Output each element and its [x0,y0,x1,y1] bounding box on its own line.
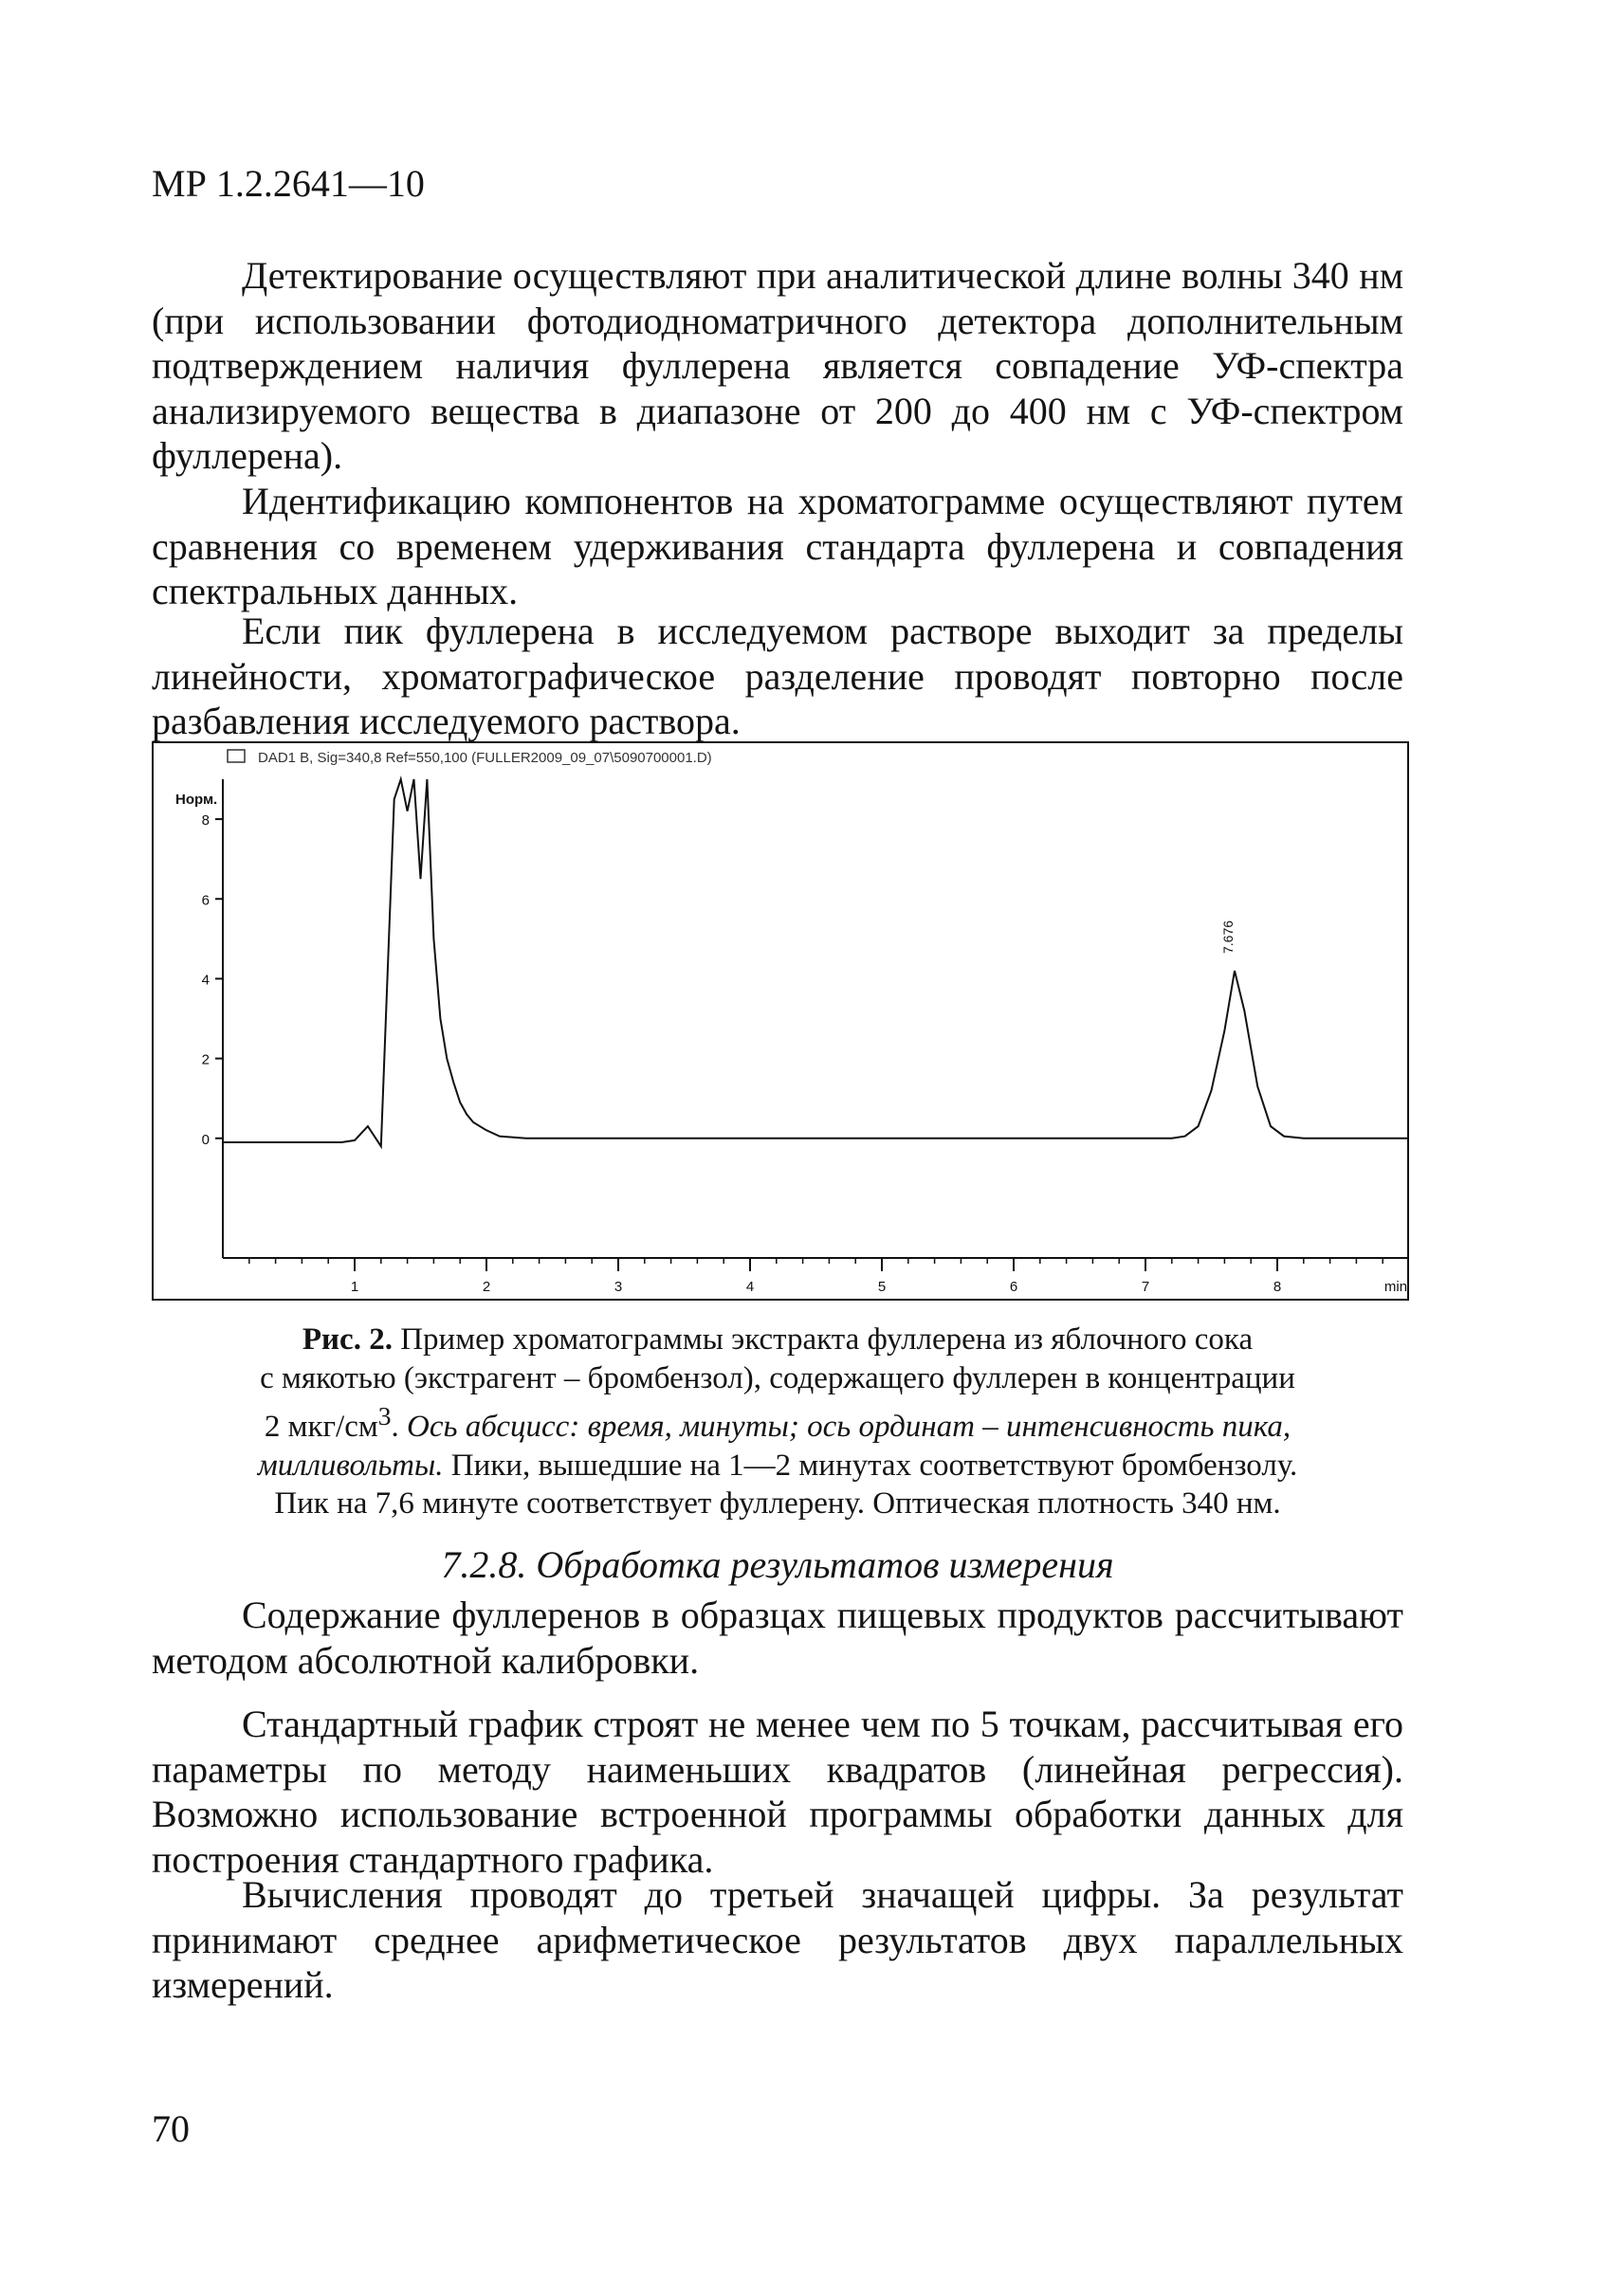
x-tick-label: 6 [1009,1279,1018,1295]
figure-caption [161,1321,1394,1523]
page-number: 70 [152,2107,190,2150]
paragraph-detection: Детектирование осуществляют при аналитической длине волны 340 нм (при использовании фотодиодноматричного детектора дополнительным подтверждением наличия фуллерена является совпадение УФ-спектра анализируемого вещества в диапазоне от 200 до 400 нм с УФ-спектром фуллерена). [152,254,1403,477]
x-tick-label: 3 [614,1279,623,1295]
paragraph-dilution: Если пик фуллерена в исследуемом растворе выходит за пределы линейности, хроматографическое разделение проводят повторно после разбавления исследуемого раствора. [152,610,1403,742]
x-tick-label: 2 [482,1279,491,1295]
caption-superscript: 3 [377,1401,392,1430]
chromatogram-chart [152,741,1409,1301]
caption-line-3-sep: . [391,1410,407,1444]
section-heading: 7.2.8. Обработка результатов измерения [441,1543,1114,1586]
chromatogram-figure [152,741,1409,1301]
chart-axes [223,779,1409,1258]
y-tick-label: 0 [201,1131,210,1148]
y-tick-label: 6 [201,892,210,909]
caption-line-4: Пики, вышедшие на 1—2 минутах соответствуют бромбензолу. [443,1448,1298,1483]
caption-line-1: Пример хроматограммы экстракта фуллерена из яблочного сока [392,1322,1254,1357]
paragraph-standard-graph: Стандартный график строят не менее чем по 5 точкам, рассчитывая его параметры по методу наименьших квадратов (линейная регрессия). Возможно использование встроенной программы обработки данных для построения стандартного графика. [152,1703,1403,1881]
figure-frame [153,742,1408,1300]
x-tick-label: 8 [1273,1279,1282,1295]
caption-axes-description: Ось абсцисс: время, минуты; ось ординат – интенсивность пика, [406,1410,1291,1444]
trace-color-swatch [228,750,245,762]
caption-line-4-italic: милливольты. [257,1448,444,1483]
y-tick-label: 4 [201,972,210,989]
caption-line-5: Пик на 7,6 минуте соответствует фуллерену. Оптическая плотность 340 нм. [274,1486,1281,1521]
paragraph-calibration-method: Содержание фуллеренов в образцах пищевых продуктов рассчитывают методом абсолютной калибровки. [152,1594,1403,1682]
paragraph-identification: Идентификацию компонентов на хроматограмме осуществляют путем сравнения со временем удерживания стандарта фуллерена и совпадения спектральных данных. [152,480,1403,612]
trace-label: DAD1 B, Sig=340,8 Ref=550,100 (FULLER2009_09_07\5090700001.D) [258,750,712,766]
caption-figure-number: Рис. 2. [302,1322,393,1357]
y-tick-label: 2 [201,1051,210,1068]
caption-line-2: с мякотью (экстрагент – бромбензол), содержащего фуллерен в концентрации [260,1360,1295,1395]
chart-ticks [202,812,1407,1295]
peak-retention-time-label: 7.676 [1219,920,1236,954]
chromatogram-trace [223,779,1409,1146]
x-axis-unit-label: min [1383,1279,1408,1295]
y-tick-label: 8 [201,812,210,829]
caption-line-3-unit: 2 мкг/см [264,1410,378,1444]
x-tick-label: 7 [1141,1279,1150,1295]
x-tick-label: 4 [745,1279,755,1295]
y-axis-label: Норм. [175,792,218,808]
x-tick-label: 5 [877,1279,887,1295]
x-tick-label: 1 [350,1279,359,1295]
document-code: МР 1.2.2641—10 [152,162,425,205]
paragraph-calculation: Вычисления проводят до третьей значащей цифры. За результат принимают среднее арифметическое результатов двух параллельных измерений. [152,1873,1403,2006]
